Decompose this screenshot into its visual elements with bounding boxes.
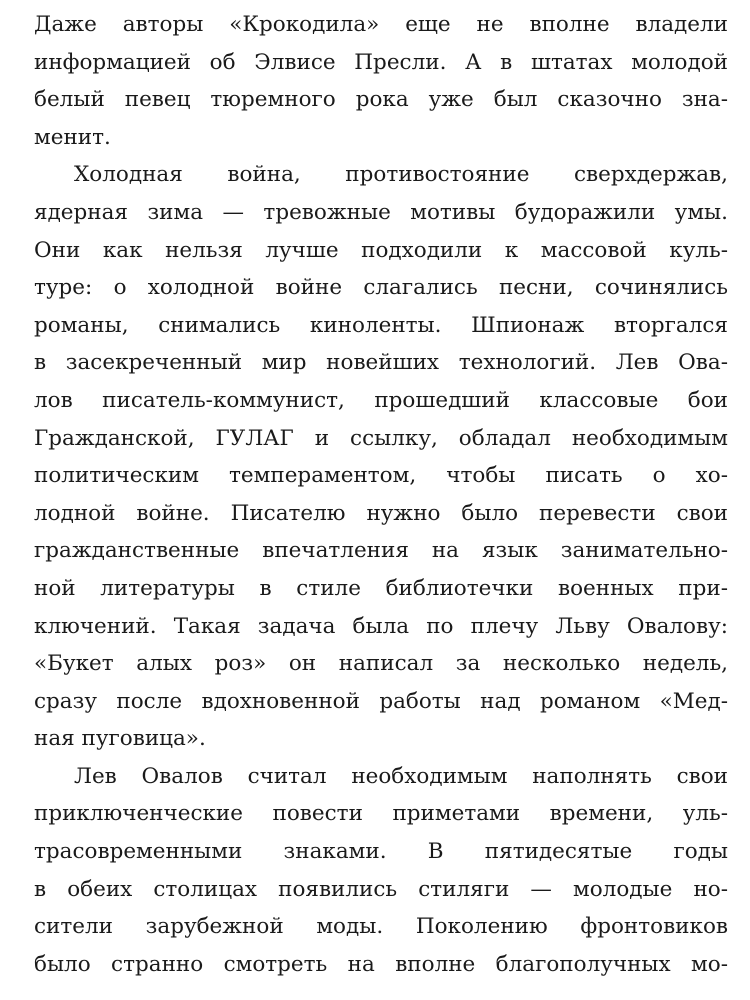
text-line: туре: о холодной войне слагались песни, сочинялись bbox=[34, 275, 728, 301]
text-line: белый певец тюремного рока уже был сказочно зна- bbox=[34, 87, 728, 113]
text-line: приключенческие повести приметами времени, уль- bbox=[34, 801, 728, 827]
text-line: ная пуговица». bbox=[34, 726, 206, 752]
text-line: в засекреченный мир новейших технологий. Лев Ова- bbox=[34, 350, 728, 376]
paragraph-2 bbox=[34, 156, 728, 758]
text-line: ключений. Такая задача была по плечу Льву Овалову: bbox=[34, 613, 728, 639]
text-line: Они как нельзя лучше подходили к массовой куль- bbox=[34, 237, 728, 263]
text-line: в обеих столицах появились стиляги — молодые но- bbox=[34, 876, 728, 902]
text-line: ной литературы в стиле библиотечки военных при- bbox=[34, 575, 728, 601]
paragraph-3 bbox=[34, 758, 728, 984]
text-line: было странно смотреть на вполне благополучных мо- bbox=[34, 951, 728, 977]
text-line: информацией об Элвисе Пресли. А в штатах молодой bbox=[34, 49, 728, 75]
text-line: гражданственные впечатления на язык занимательно- bbox=[34, 538, 728, 564]
text-line: романы, снимались киноленты. Шпионаж вторгался bbox=[34, 312, 728, 338]
text-line: Лев Овалов считал необходимым наполнять свои bbox=[74, 763, 728, 789]
text-line: Гражданской, ГУЛАГ и ссылку, обладал необходимым bbox=[34, 425, 728, 451]
text-line: трасовременными знаками. В пятидесятые годы bbox=[34, 839, 728, 865]
document-page bbox=[34, 6, 728, 983]
text-line: политическим темпераментом, чтобы писать о хо- bbox=[34, 463, 728, 489]
text-line: сразу после вдохновенной работы над романом «Мед- bbox=[34, 688, 728, 714]
text-line: Даже авторы «Крокодила» еще не вполне владели bbox=[34, 12, 728, 37]
paragraph-1 bbox=[34, 6, 728, 156]
text-line: лодной войне. Писателю нужно было перевести свои bbox=[34, 500, 728, 526]
text-line: Холодная война, противостояние сверхдержав, bbox=[74, 162, 728, 188]
text-line: менит. bbox=[34, 124, 111, 150]
text-line: сители зарубежной моды. Поколению фронтовиков bbox=[34, 914, 728, 940]
text-line: ядерная зима — тревожные мотивы будоражили умы. bbox=[34, 199, 728, 225]
text-line: «Букет алых роз» он написал за несколько недель, bbox=[34, 651, 728, 677]
text-line: лов писатель-коммунист, прошедший классовые бои bbox=[34, 387, 728, 413]
